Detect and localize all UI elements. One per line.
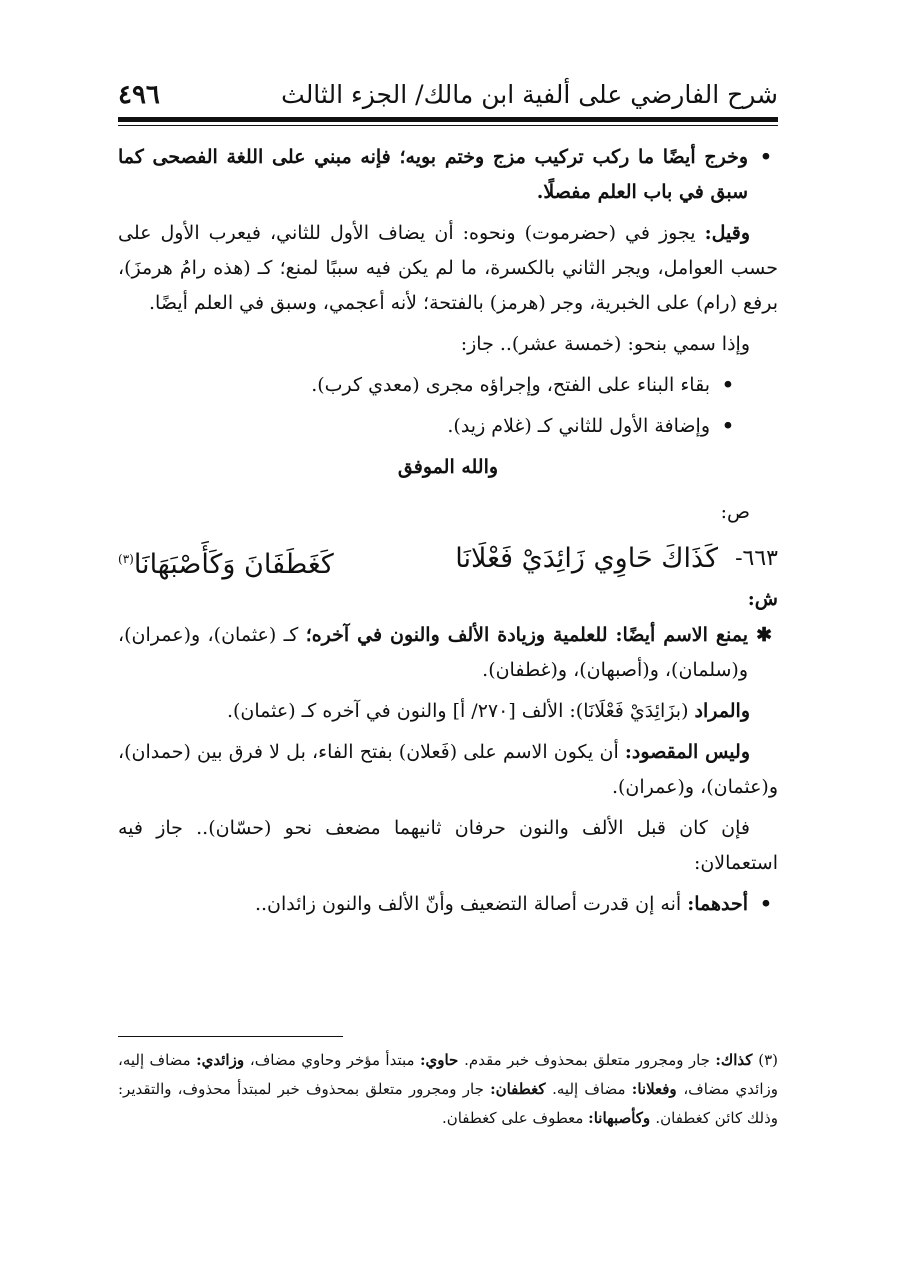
paragraph xyxy=(118,694,778,729)
asterisk-icon: ✱ xyxy=(756,624,772,646)
paragraph xyxy=(118,216,778,321)
shin-label: ش: xyxy=(747,588,778,610)
verse-line xyxy=(118,536,778,590)
footnote-text: جار ومجرور متعلق بمحذوف خبر مقدم. xyxy=(464,1051,716,1069)
footnote-ref[interactable]: (٣) xyxy=(118,552,134,566)
paragraph-lead: وليس المقصود: xyxy=(624,741,750,763)
footnote-term: كذاك: xyxy=(715,1051,759,1069)
page-number: ٤٩٦ xyxy=(118,80,160,110)
footnote-number: (٣) xyxy=(758,1051,779,1069)
header-title: شرح الفارضي على ألفية ابن مالك/ الجزء الثالث xyxy=(281,80,778,109)
footnote-divider xyxy=(118,1036,343,1037)
bullet-text: وإضافة الأول للثاني كـ (غلام زيد). xyxy=(447,415,710,437)
bullet-lead: يمنع الاسم أيضًا: للعلمية وزيادة الألف والنون في آخره؛ xyxy=(305,624,748,646)
footnote xyxy=(118,1046,778,1133)
bullet-item xyxy=(118,887,778,922)
bullet-dot-icon: • xyxy=(759,893,772,915)
footnote-term: كغطفان: xyxy=(490,1080,553,1098)
bullet-text: وخرج أيضًا ما ركب تركيب مزج وختم بويه؛ فإنه مبني على اللغة الفصحى كما سبق في باب العلم مفصلًا. xyxy=(118,146,748,203)
header-rule-thin xyxy=(118,125,778,126)
main-text xyxy=(118,140,778,928)
footnote-text: مضاف إليه. xyxy=(552,1080,632,1098)
paragraph-text: يجوز في (حضرموت) ونحوه: أن يضاف الأول للثاني، فيعرب الأول على حسب العوامل، ويجر الثاني بالكسرة، ما لم يكن فيه سببًا لمنع؛ كـ (هذه رامُ هرمزَ)، برفع (رام) على الخبرية، وجر (هرمز) بالفتحة؛ لأنه أعجمي، وسبق في العلم أيضًا. xyxy=(118,222,778,314)
star-bullet-item xyxy=(118,618,778,688)
verse-hemistich-first: كَذَاكَ حَاوِي زَائِدَيْ فَعْلَانَا xyxy=(455,543,718,574)
footnote-text: جار ومجرور متعلق بمحذوف خبر لمبتدأ محذوف، والتقدير: وذلك كائن كغطفان. xyxy=(118,1080,778,1127)
paragraph-lead: والمراد xyxy=(694,700,750,722)
header-rule-thick xyxy=(118,117,778,122)
bullet-item xyxy=(118,140,778,210)
paragraph: فإن كان قبل الألف والنون حرفان ثانيهما مضعف نحو (حسّان).. جاز فيه استعمالان: xyxy=(118,817,778,874)
paragraph-text: (بزَائِدَيْ فَعْلَانَا): الألف [٢٧٠/ أ] والنون في آخره كـ (عثمان). xyxy=(226,700,695,722)
footnote-text: مبتدأ مؤخر وحاوي مضاف، xyxy=(249,1051,420,1069)
sad-label: ص: xyxy=(720,501,750,523)
verse-hemistich-second-text: كَغَطَفَانَ وَكَأَصْبَهَانَا xyxy=(133,549,334,580)
bullet-text: كـ (عثمان)، و(عمران)، و(سلمان)، و(أصبهان)، و(غطفان). xyxy=(118,624,748,681)
closing-phrase: والله الموفق xyxy=(397,456,499,478)
bullet-item xyxy=(118,368,740,403)
bullet-dot-icon: • xyxy=(721,415,734,437)
verse-number: ٦٦٣- xyxy=(735,546,778,571)
paragraph: وإذا سمي بنحو: (خمسة عشر).. جاز: xyxy=(460,333,750,355)
footnote-term: وفعلانا: xyxy=(631,1080,684,1098)
footnote-text: معطوف على كغطفان. xyxy=(441,1109,589,1127)
bullet-dot-icon: • xyxy=(759,146,772,168)
bullet-item xyxy=(118,409,740,444)
bullet-dot-icon: • xyxy=(721,374,734,396)
footnote-text: مضاف إليه، وزائدي مضاف، xyxy=(118,1051,778,1098)
paragraph-lead: وقيل: xyxy=(704,222,750,244)
bullet-text: بقاء البناء على الفتح، وإجراؤه مجرى (معدي كرب). xyxy=(311,374,710,396)
bullet-lead: أحدهما: xyxy=(687,893,748,915)
paragraph xyxy=(118,735,778,805)
verse-hemistich-second xyxy=(118,536,334,588)
footnote-term: حاوي: xyxy=(419,1051,465,1069)
footnote-term: وكأصبهانا: xyxy=(588,1109,656,1127)
paragraph-text: أن يكون الاسم على (فَعلان) بفتح الفاء، بل لا فرق بين (حمدان)، و(عثمان)، و(عمران). xyxy=(118,741,778,798)
bullet-text: أنه إن قدرت أصالة التضعيف وأنّ الألف والنون زائدان.. xyxy=(254,893,688,915)
footnote-term: وزائدي: xyxy=(196,1051,250,1069)
running-header xyxy=(118,78,778,118)
